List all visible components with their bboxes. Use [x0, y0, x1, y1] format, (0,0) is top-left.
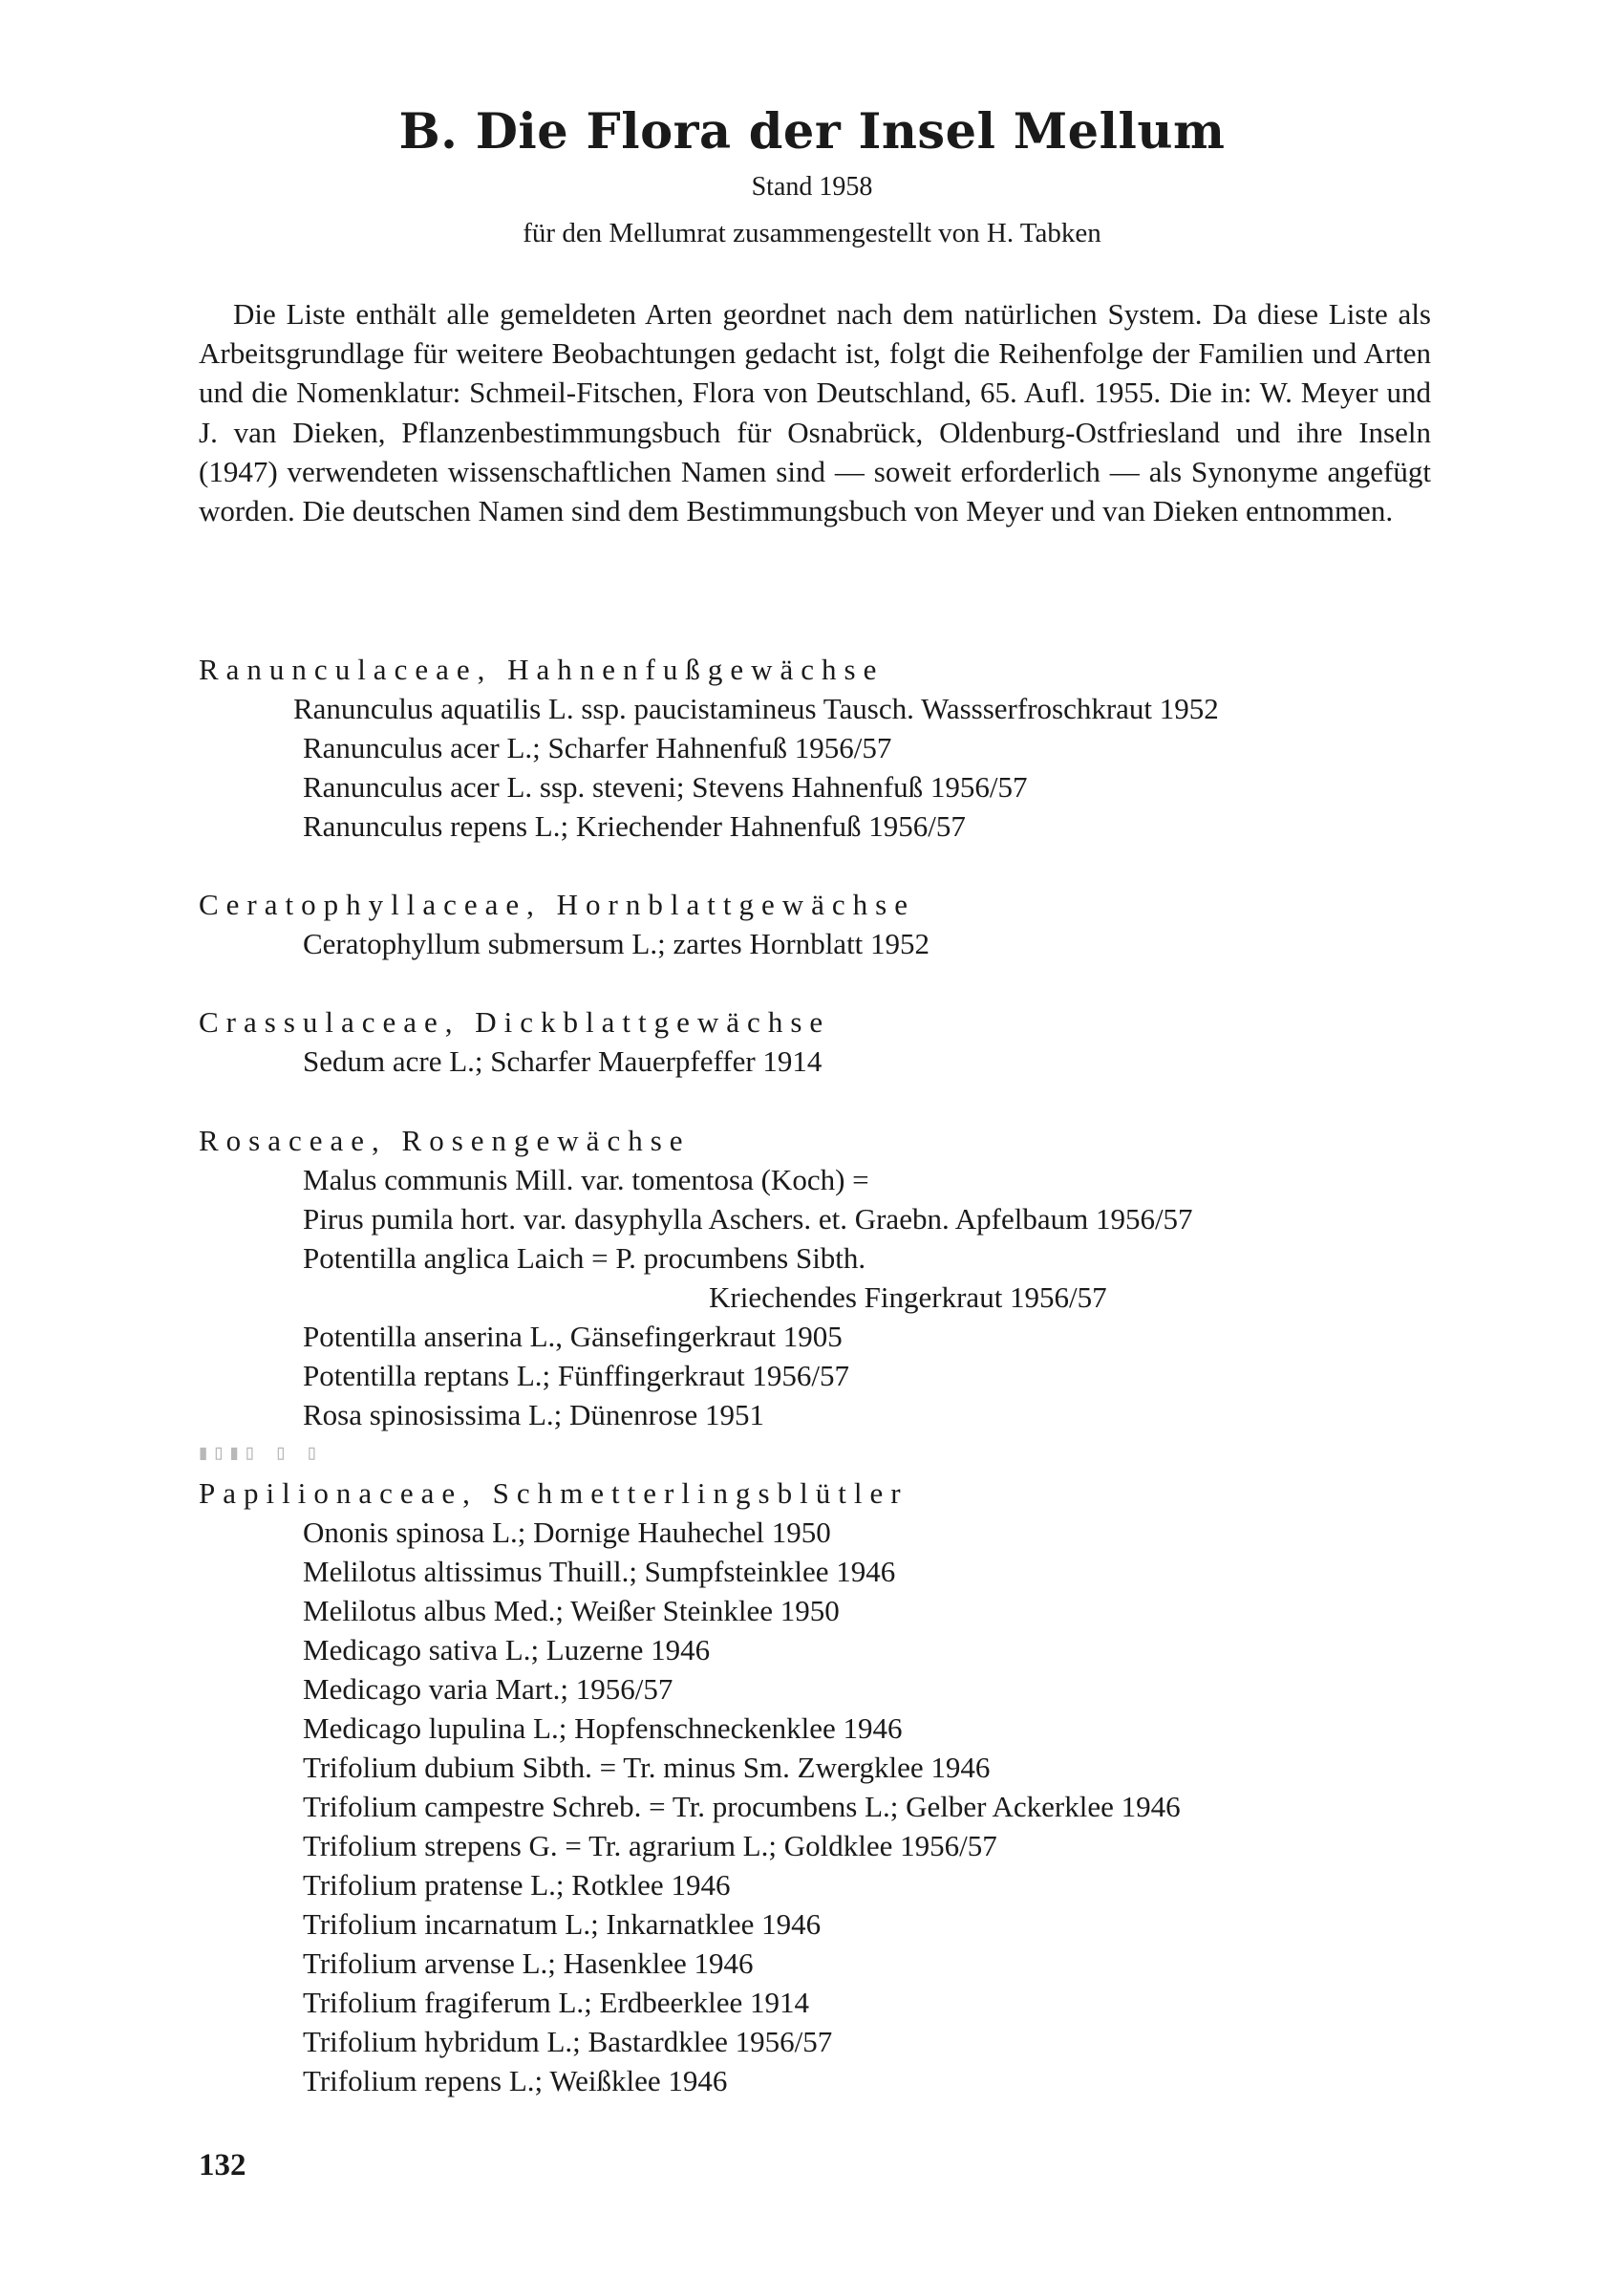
species-entry: Potentilla anglica Laich = P. procumbens Sibth.	[303, 1241, 866, 1275]
species-entry: Trifolium pratense L.; Rotklee 1946	[303, 1868, 731, 1902]
species-entry: Medicago sativa L.; Luzerne 1946	[303, 1633, 711, 1666]
family-heading-papilionaceae: Papilionaceae, Schmetterlingsblütler	[199, 1476, 908, 1510]
page-title: B. Die Flora der Insel Mellum	[398, 103, 1226, 161]
family-heading-crassulaceae: Crassulaceae, Dickblattgewächse	[199, 1005, 831, 1039]
species-entry: Sedum acre L.; Scharfer Mauerpfeffer 1914	[303, 1044, 823, 1078]
species-entry: Ranunculus acer L. ssp. steveni; Stevens Hahnenfuß 1956/57	[303, 770, 1028, 804]
scan-artifact: ▮▯▮▯ ▯ ▯	[197, 1441, 321, 1465]
family-heading-rosaceae: Rosaceae, Rosengewächse	[199, 1124, 691, 1157]
family-heading-ceratophyllaceae: Ceratophyllaceae, Hornblattgewächse	[199, 888, 915, 921]
species-entry: Ranunculus repens L.; Kriechender Hahnenfuß 1956/57	[303, 809, 966, 843]
species-entry: Trifolium campestre Schreb. = Tr. procumbens L.; Gelber Ackerklee 1946	[303, 1790, 1181, 1823]
intro-paragraph: Die Liste enthält alle gemeldeten Arten geordnet nach dem natürlichen System. Da diese Liste als Arbeitsgrundlage für weitere Beobachtungen gedacht ist, folgt die Reihenfolge der Familien und Arten und die Nomenklatur: Schmeil-Fitschen, Flora von Deutschland, 65. Aufl. 1955. Die in: W. Meyer und J. van Dieken, Pflanzenbestimmungsbuch für Osnabrück, Oldenburg-Ostfriesland und ihre Inseln (1947) verwendeten wissenschaftlichen Namen sind — soweit erforderlich — als Synonyme angefügt worden. Die deutschen Namen sind dem Bestimmungsbuch von Meyer und van Dieken entnommen.	[199, 297, 1431, 528]
author-line: für den Mellumrat zusammengestellt von H. Tabken	[523, 218, 1101, 248]
species-entry: Trifolium dubium Sibth. = Tr. minus Sm. Zwergklee 1946	[303, 1751, 991, 1784]
family-heading-ranunculaceae: Ranunculaceae, Hahnenfußgewächse	[199, 653, 885, 686]
species-entry: Melilotus albus Med.; Weißer Steinklee 1950	[303, 1594, 840, 1627]
species-entry: Ranunculus aquatilis L. ssp. paucistamineus Tausch. Wassserfroschkraut 1952	[293, 692, 1219, 725]
species-entry: Trifolium strepens G. = Tr. agrarium L.; Goldklee 1956/57	[303, 1829, 997, 1862]
species-entry: Trifolium fragiferum L.; Erdbeerklee 1914	[303, 1986, 810, 2019]
species-entry: Ononis spinosa L.; Dornige Hauhechel 1950	[303, 1516, 831, 1549]
species-entry: Ceratophyllum submersum L.; zartes Hornblatt 1952	[303, 927, 930, 960]
species-entry: Potentilla reptans L.; Fünffingerkraut 1956/57	[303, 1359, 849, 1392]
species-entry: Trifolium arvense L.; Hasenklee 1946	[303, 1946, 754, 1980]
species-entry-continuation: Kriechendes Fingerkraut 1956/57	[709, 1280, 1107, 1314]
species-entry: Malus communis Mill. var. tomentosa (Koch) =	[303, 1163, 869, 1196]
species-entry: Ranunculus acer L.; Scharfer Hahnenfuß 1956/57	[303, 731, 892, 764]
species-entry: Trifolium repens L.; Weißklee 1946	[303, 2064, 728, 2097]
page-subtitle: Stand 1958	[751, 172, 873, 202]
species-entry: Rosa spinosissima L.; Dünenrose 1951	[303, 1398, 765, 1431]
species-entry: Medicago lupulina L.; Hopfenschneckenklee 1946	[303, 1711, 903, 1745]
species-entry: Medicago varia Mart.; 1956/57	[303, 1672, 673, 1706]
species-entry: Potentilla anserina L., Gänsefingerkraut 1905	[303, 1320, 843, 1353]
species-entry: Pirus pumila hort. var. dasyphylla Aschers. et. Graebn. Apfelbaum 1956/57	[303, 1202, 1193, 1236]
page-number: 132	[199, 2148, 246, 2182]
species-entry: Trifolium hybridum L.; Bastardklee 1956/57	[303, 2025, 833, 2058]
species-entry: Melilotus altissimus Thuill.; Sumpfsteinklee 1946	[303, 1555, 896, 1588]
species-entry: Trifolium incarnatum L.; Inkarnatklee 1946	[303, 1907, 822, 1941]
